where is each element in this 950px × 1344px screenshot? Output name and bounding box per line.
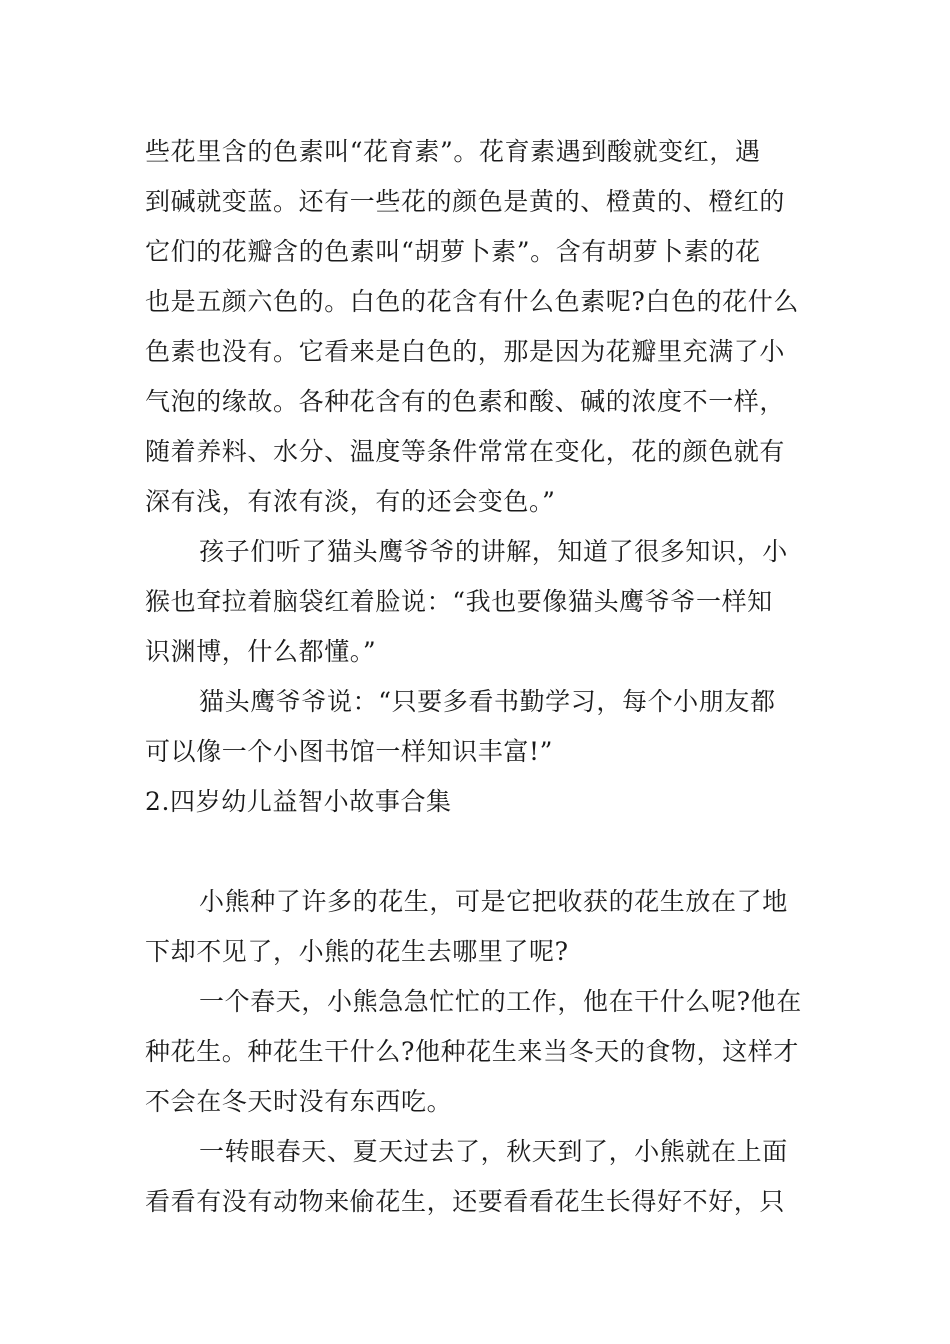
text-line: 些花里含的色素叫“花育素”。花育素遇到酸就变红，遇 [145,137,761,166]
text-line: 不会在冬天时没有东西吃。 [145,1087,453,1116]
text-line: 随着养料、水分、温度等条件常常在变化，花的颜色就有 [145,437,786,466]
section-heading: 2.四岁幼儿益智小故事合集 [145,787,452,816]
text-line: 识渊博，什么都懂。” [145,637,377,666]
text-line: 下却不见了，小熊的花生去哪里了呢? [145,937,569,966]
paragraph-first-line: 孩子们听了猫头鹰爷爷的讲解，知道了很多知识，小 [199,537,788,566]
text-line: 种花生。种花生干什么?他种花生来当冬天的食物，这样才 [145,1037,800,1066]
text-line: 也是五颜六色的。白色的花含有什么色素呢?白色的花什么 [145,287,800,316]
paragraph-first-line: 一转眼春天、夏天过去了，秋天到了，小熊就在上面 [199,1137,788,1166]
text-line: 到碱就变蓝。还有一些花的颜色是黄的、橙黄的、橙红的 [145,187,786,216]
text-line: 猴也耷拉着脑袋红着脸说：“我也要像猫头鹰爷爷一样知 [145,587,773,616]
paragraph-first-line: 小熊种了许多的花生，可是它把收获的花生放在了地 [199,887,788,916]
text-line: 看看有没有动物来偷花生，还要看看花生长得好不好，只 [145,1187,786,1216]
paragraph-first-line: 一个春天，小熊急急忙忙的工作，他在干什么呢?他在 [199,987,802,1016]
text-line: 可以像一个小图书馆一样知识丰富!” [145,737,554,766]
text-line: 气泡的缘故。各种花含有的色素和酸、碱的浓度不一样， [145,387,786,416]
text-line: 它们的花瓣含的色素叫“胡萝卜素”。含有胡萝卜素的花 [145,237,761,266]
text-line: 深有浅，有浓有淡，有的还会变色。” [145,487,556,516]
text-line: 色素也没有。它看来是白色的，那是因为花瓣里充满了小 [145,337,786,366]
paragraph-first-line: 猫头鹰爷爷说：“只要多看书勤学习，每个小朋友都 [199,687,776,716]
